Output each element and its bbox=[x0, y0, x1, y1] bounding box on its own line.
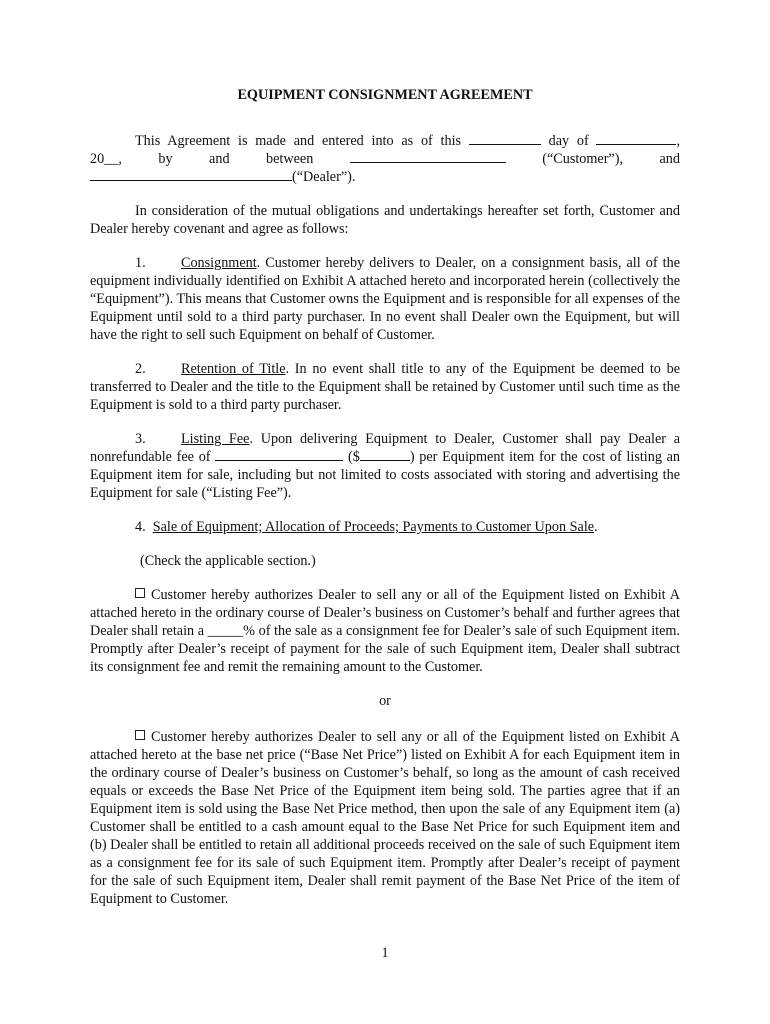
intro-paragraph bbox=[90, 132, 680, 186]
date-day-blank[interactable] bbox=[469, 132, 541, 145]
dealer-name-blank[interactable] bbox=[90, 168, 292, 181]
intro-line-3 bbox=[90, 168, 680, 186]
section-3 bbox=[90, 430, 680, 502]
intro-text: by bbox=[158, 151, 173, 167]
intro-year: 20__, bbox=[90, 151, 122, 167]
section-text: . bbox=[594, 519, 598, 535]
section-text: . Upon delivering Equipment to Dealer, Customer shall pay Dealer a nonrefundable fee of bbox=[90, 431, 680, 465]
intro-text: day of bbox=[548, 133, 589, 149]
date-month-blank[interactable] bbox=[596, 132, 676, 145]
document-page bbox=[90, 86, 680, 924]
section-text: . Customer hereby delivers to Dealer, on a consignment basis, all of the equipment individually identified on Exhibit A attached hereto and incorporated herein (collectively the “Equipment”). This means that Customer owns the Equipment and is responsible for all expenses of the Equipment until sold to a third party purchaser. In no event shall Dealer own the Equipment, but will have the right to sell such Equipment on behalf of Customer. bbox=[90, 255, 680, 343]
fee-words-blank[interactable] bbox=[215, 448, 343, 461]
section-1 bbox=[90, 254, 680, 344]
section-heading: Consignment bbox=[181, 255, 257, 271]
consignment-percent-blank[interactable]: _____% bbox=[207, 623, 255, 639]
intro-text: , bbox=[676, 133, 681, 149]
section-heading: Sale of Equipment; Allocation of Proceeds; Payments to Customer Upon Sale bbox=[152, 519, 595, 535]
section-number: 2. bbox=[135, 361, 146, 377]
section-text: ($ bbox=[347, 449, 360, 465]
intro-text: between bbox=[266, 151, 314, 167]
intro-line-2 bbox=[90, 150, 680, 168]
customer-name-blank[interactable] bbox=[350, 150, 506, 163]
check-note: (Check the applicable section.) bbox=[140, 553, 316, 569]
option-text: of the sale as a consignment fee for Dealer’s sale of such Equipment item. Promptly after Dealer’s receipt of payment for the sale of such Equipment item, Dealer shall subtract its consignment fee and remit the remaining amount to the Customer. bbox=[90, 623, 680, 675]
section-number: 3. bbox=[135, 431, 146, 447]
option-text: Customer hereby authorizes Dealer to sell any or all of the Equipment listed on Exhibit A attached hereto in the ordinary course of Dealer’s business on Customer’s behalf and further agrees that Dealer shall retain a bbox=[90, 587, 680, 639]
section-2 bbox=[90, 360, 680, 414]
fee-amount-blank[interactable] bbox=[360, 448, 410, 461]
intro-text: and bbox=[209, 151, 230, 167]
or-separator: or bbox=[379, 693, 391, 709]
section-text: ) per Equipment item for the cost of listing an Equipment item for sale, including but not limited to costs associated with storing and advertising the Equipment for sale (“Listing Fee”). bbox=[90, 449, 681, 501]
document-title: EQUIPMENT CONSIGNMENT AGREEMENT bbox=[237, 87, 533, 103]
option-1-checkbox[interactable] bbox=[135, 588, 145, 598]
page-number: 1 bbox=[381, 945, 389, 961]
intro-text: (“Dealer”). bbox=[292, 169, 356, 185]
section-heading: Listing Fee bbox=[181, 431, 250, 447]
section-heading: Retention of Title bbox=[181, 361, 286, 377]
option-text: Customer hereby authorizes Dealer to sell any or all of the Equipment listed on Exhibit A attached hereto at the base net price (“Base Net Price”) listed on Exhibit A for each Equipment item in the ordinary course of Dealer’s business on Customer’s behalf, so long as the amount of cash received equals or exceeds the Base Net Price of the Equipment item being sold. The parties agree that if an Equipment item is sold using the Base Net Price method, then upon the sale of any Equipment item (a) Customer shall be entitled to a cash amount equal to the Base Net Price for such Equipment item and (b) Dealer shall be entitled to retain all additional proceeds received on the sale of such Equipment item as a consignment fee for its sale of such Equipment item. Promptly after Dealer’s receipt of payment for the sale of such Equipment item, Dealer shall remit payment of the Base Net Price of the item of Equipment to Customer. bbox=[90, 729, 680, 907]
option-1-paragraph bbox=[90, 586, 680, 676]
intro-text: (“Customer”), bbox=[542, 151, 623, 167]
section-number: 1. bbox=[135, 255, 146, 271]
section-number: 4. bbox=[135, 519, 146, 535]
option-2-checkbox[interactable] bbox=[135, 730, 145, 740]
intro-text: This Agreement is made and entered into as of this bbox=[135, 133, 462, 149]
consideration-paragraph: In consideration of the mutual obligations and undertakings hereafter set forth, Customer and Dealer hereby covenant and agree as follows: bbox=[90, 203, 680, 237]
section-4-heading bbox=[90, 518, 680, 536]
intro-line-1 bbox=[90, 132, 680, 150]
intro-text: and bbox=[659, 151, 680, 167]
option-2-paragraph bbox=[90, 728, 680, 908]
section-text: . In no event shall title to any of the Equipment be deemed to be transferred to Dealer and the title to the Equipment shall be retained by Customer until such time as the Equipment is sold to a third party purchaser. bbox=[90, 361, 680, 413]
